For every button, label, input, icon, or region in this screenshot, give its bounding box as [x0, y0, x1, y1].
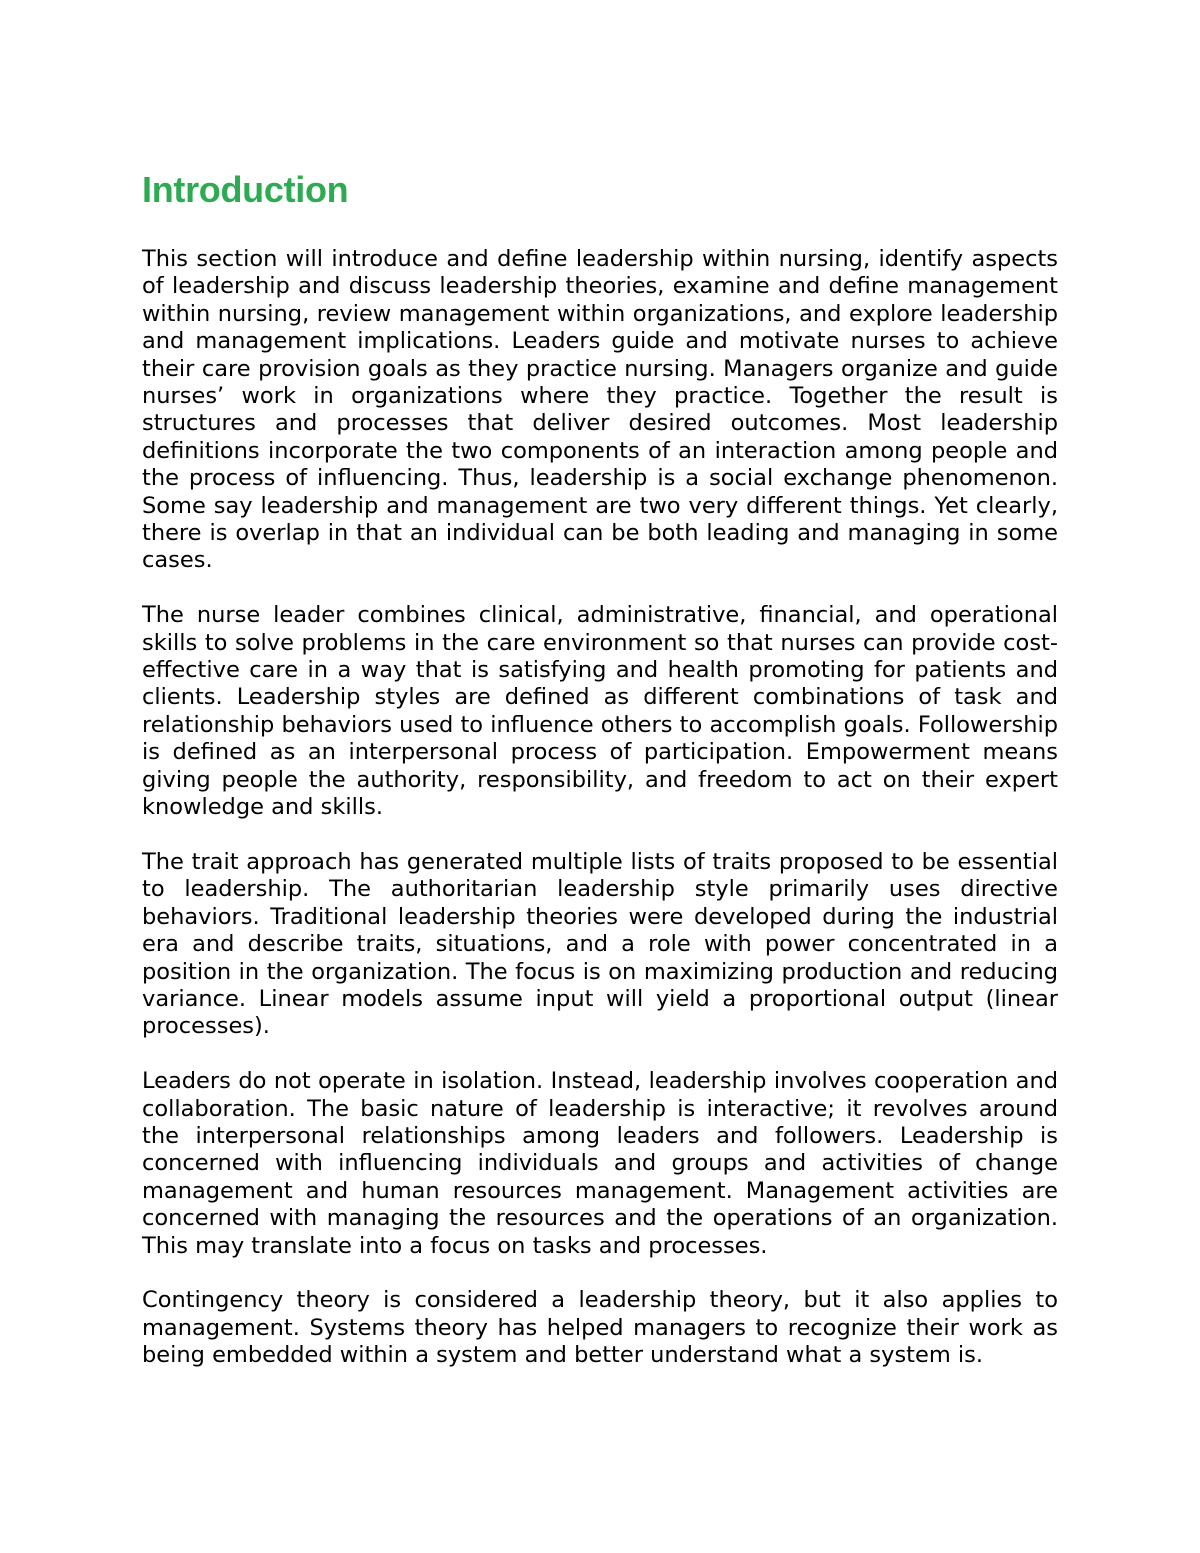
paragraph-1: This section will introduce and define leadership within nursing, identify aspects of leadership and discuss leadership theories, examine and define management within nursing, review management within organizations, and explore leadership and management implications. Leaders guide and motivate nurses to achieve their care provision goals as they practice nursing. Managers organize and guide nurses’ work in organizations where they practice. Together the result is structures and processes that deliver desired outcomes. Most leadership definitions incorporate the two components of an interaction among people and the process of influencing. Thus, leadership is a social exchange phenomenon. Some say leadership and management are two very different things. Yet clearly, there is overlap in that an individual can be both leading and managing in some cases. [142, 246, 1058, 574]
paragraph-5: Contingency theory is considered a leadership theory, but it also applies to management. Systems theory has helped managers to recognize their work as being embedded within a system and better understand what a system is. [142, 1287, 1058, 1369]
paragraph-2: The nurse leader combines clinical, administrative, financial, and operational skills to solve problems in the care environment so that nurses can provide cost-effective care in a way that is satisfying and health promoting for patients and clients. Leadership styles are defined as different combinations of task and relationship behaviors used to influence others to accomplish goals. Followership is defined as an interpersonal process of participation. Empowerment means giving people the authority, responsibility, and freedom to act on their expert knowledge and skills. [142, 602, 1058, 821]
paragraph-3: The trait approach has generated multiple lists of traits proposed to be essential to leadership. The authoritarian leadership style primarily uses directive behaviors. Traditional leadership theories were developed during the industrial era and describe traits, situations, and a role with power concentrated in a position in the organization. The focus is on maximizing production and reducing variance. Linear models assume input will yield a proportional output (linear processes). [142, 848, 1058, 1040]
paragraph-4: Leaders do not operate in isolation. Instead, leadership involves cooperation and collaboration. The basic nature of leadership is interactive; it revolves around the interpersonal relationships among leaders and followers. Leadership is concerned with influencing individuals and groups and activities of change management and human resources management. Management activities are concerned with managing the resources and the operations of an organization. This may translate into a focus on tasks and processes. [142, 1068, 1058, 1259]
section-heading: Introduction [142, 169, 349, 210]
document-page [142, 168, 1058, 1397]
